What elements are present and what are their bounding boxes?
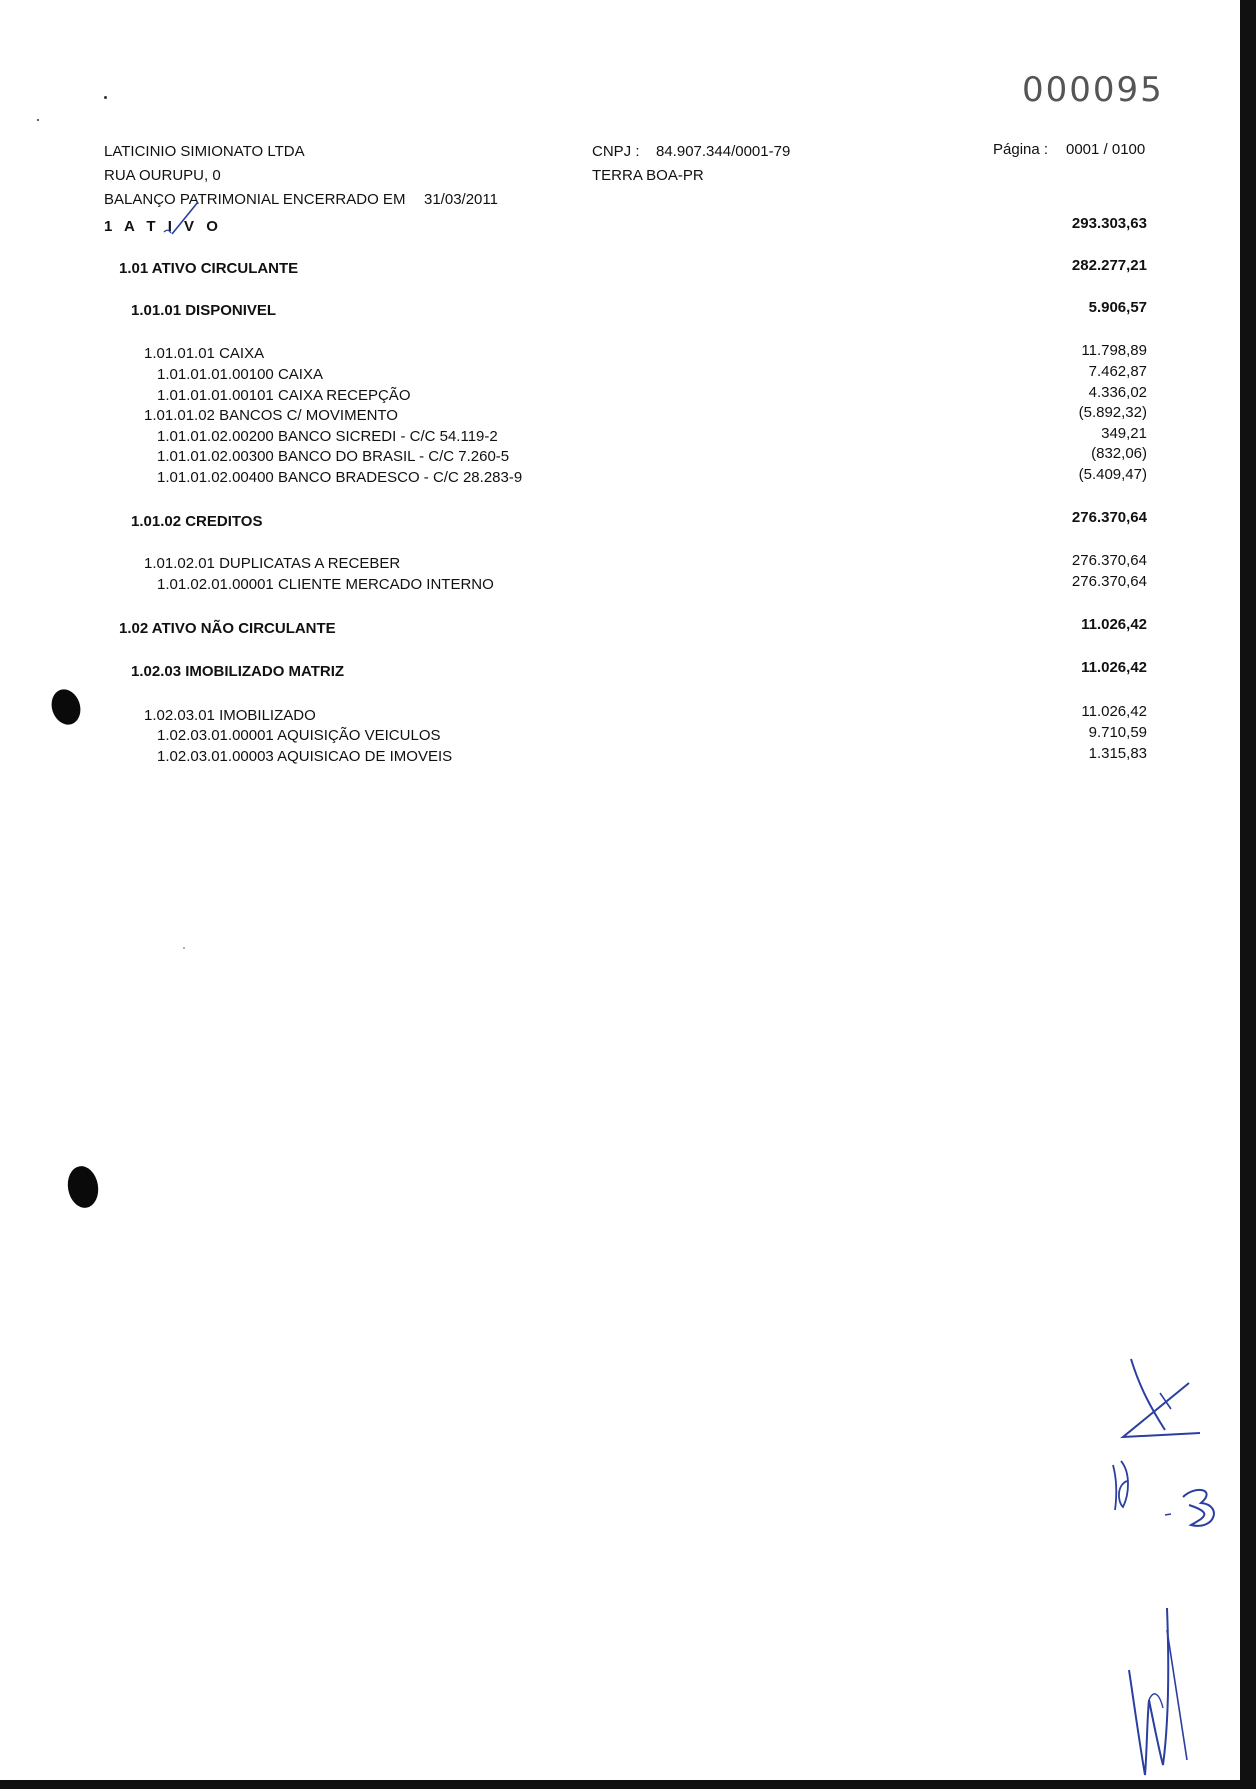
punch-hole [65, 1164, 102, 1211]
account-row-label: 1.02.03.01.00003 AQUISICAO DE IMOVEIS [157, 748, 453, 765]
account-row-value: 1.315,83 [1088, 745, 1147, 762]
check-mark-icon [160, 200, 210, 238]
account-row-value: 4.336,02 [1088, 384, 1147, 401]
account-row-label: 1.01.01.02.00200 BANCO SICREDI - C/C 54.119-2 [157, 428, 498, 445]
account-row-value: 276.370,64 [1071, 509, 1147, 526]
account-row-label: 1.01.02.01 DUPLICATAS A RECEBER [144, 555, 401, 572]
account-row-value: 282.277,21 [1071, 257, 1147, 274]
ativo-total: 293.303,63 [1071, 215, 1147, 232]
account-row-label: 1.01.01.01.00100 CAIXA [157, 366, 323, 383]
account-row-label: 1.01 ATIVO CIRCULANTE [119, 260, 299, 277]
account-row-value: (5.409,47) [1078, 466, 1147, 483]
cnpj-value: 84.907.344/0001-79 [656, 143, 791, 160]
speck-mark [37, 119, 39, 121]
account-row-value: 276.370,64 [1071, 552, 1147, 569]
punch-hole [47, 686, 85, 729]
account-row-label: 1.01.01.01 CAIXA [144, 345, 265, 362]
account-row-value: 11.026,42 [1081, 703, 1147, 720]
account-row-label: 1.02.03 IMOBILIZADO MATRIZ [131, 663, 345, 680]
account-row-value: 11.026,42 [1081, 659, 1147, 676]
report-title: BALANÇO PATRIMONIAL ENCERRADO EM [104, 191, 406, 208]
account-row-label: 1.02 ATIVO NÃO CIRCULANTE [119, 620, 336, 637]
account-row-label: 1.01.02 CREDITOS [131, 513, 263, 530]
account-row-value: 11.026,42 [1081, 616, 1147, 633]
speck-mark [104, 96, 107, 99]
account-row-label: 1.01.01.01.00101 CAIXA RECEPÇÃO [157, 387, 411, 404]
account-row-value: 11.798,89 [1081, 342, 1147, 359]
account-row-label: 1.01.01.02.00300 BANCO DO BRASIL - C/C 7.260-5 [157, 448, 510, 465]
speck-mark [183, 947, 185, 949]
account-row-label: 1.01.01 DISPONIVEL [131, 302, 277, 319]
account-row-label: 1.02.03.01 IMOBILIZADO [144, 707, 316, 724]
account-row-value: (5.892,32) [1078, 404, 1147, 421]
account-row-label: 1.02.03.01.00001 AQUISIÇÃO VEICULOS [157, 727, 441, 744]
section-title-ativo: 1 A T I V O [104, 218, 222, 235]
company-address: RUA OURUPU, 0 [104, 167, 221, 184]
account-row-label: 1.01.01.02 BANCOS C/ MOVIMENTO [144, 407, 398, 424]
account-row-value: 7.462,87 [1088, 363, 1147, 380]
account-row-value: 276.370,64 [1071, 573, 1147, 590]
initials-signature-icon [1105, 1355, 1215, 1445]
cnpj-label: CNPJ : [592, 143, 640, 160]
account-row-label: 1.01.01.02.00400 BANCO BRADESCO - C/C 28.283-9 [157, 469, 523, 486]
page-number: 0001 / 0100 [1066, 141, 1146, 158]
report-date: 31/03/2011 [424, 191, 498, 208]
page-stamp-number: 000095 [1022, 70, 1164, 110]
initials-signature-icon [1105, 1455, 1235, 1555]
page-label: Página : [993, 141, 1049, 158]
initials-signature-icon [1125, 1600, 1205, 1780]
city: TERRA BOA-PR [592, 167, 704, 184]
account-row-value: 349,21 [1101, 425, 1147, 442]
scan-edge [1240, 0, 1256, 1789]
account-row-value: 5.906,57 [1088, 299, 1147, 316]
scan-edge [0, 1780, 1256, 1789]
account-row-label: 1.01.02.01.00001 CLIENTE MERCADO INTERNO [157, 576, 494, 593]
account-row-value: (832,06) [1091, 445, 1147, 462]
account-row-value: 9.710,59 [1088, 724, 1147, 741]
company-name: LATICINIO SIMIONATO LTDA [104, 143, 305, 160]
